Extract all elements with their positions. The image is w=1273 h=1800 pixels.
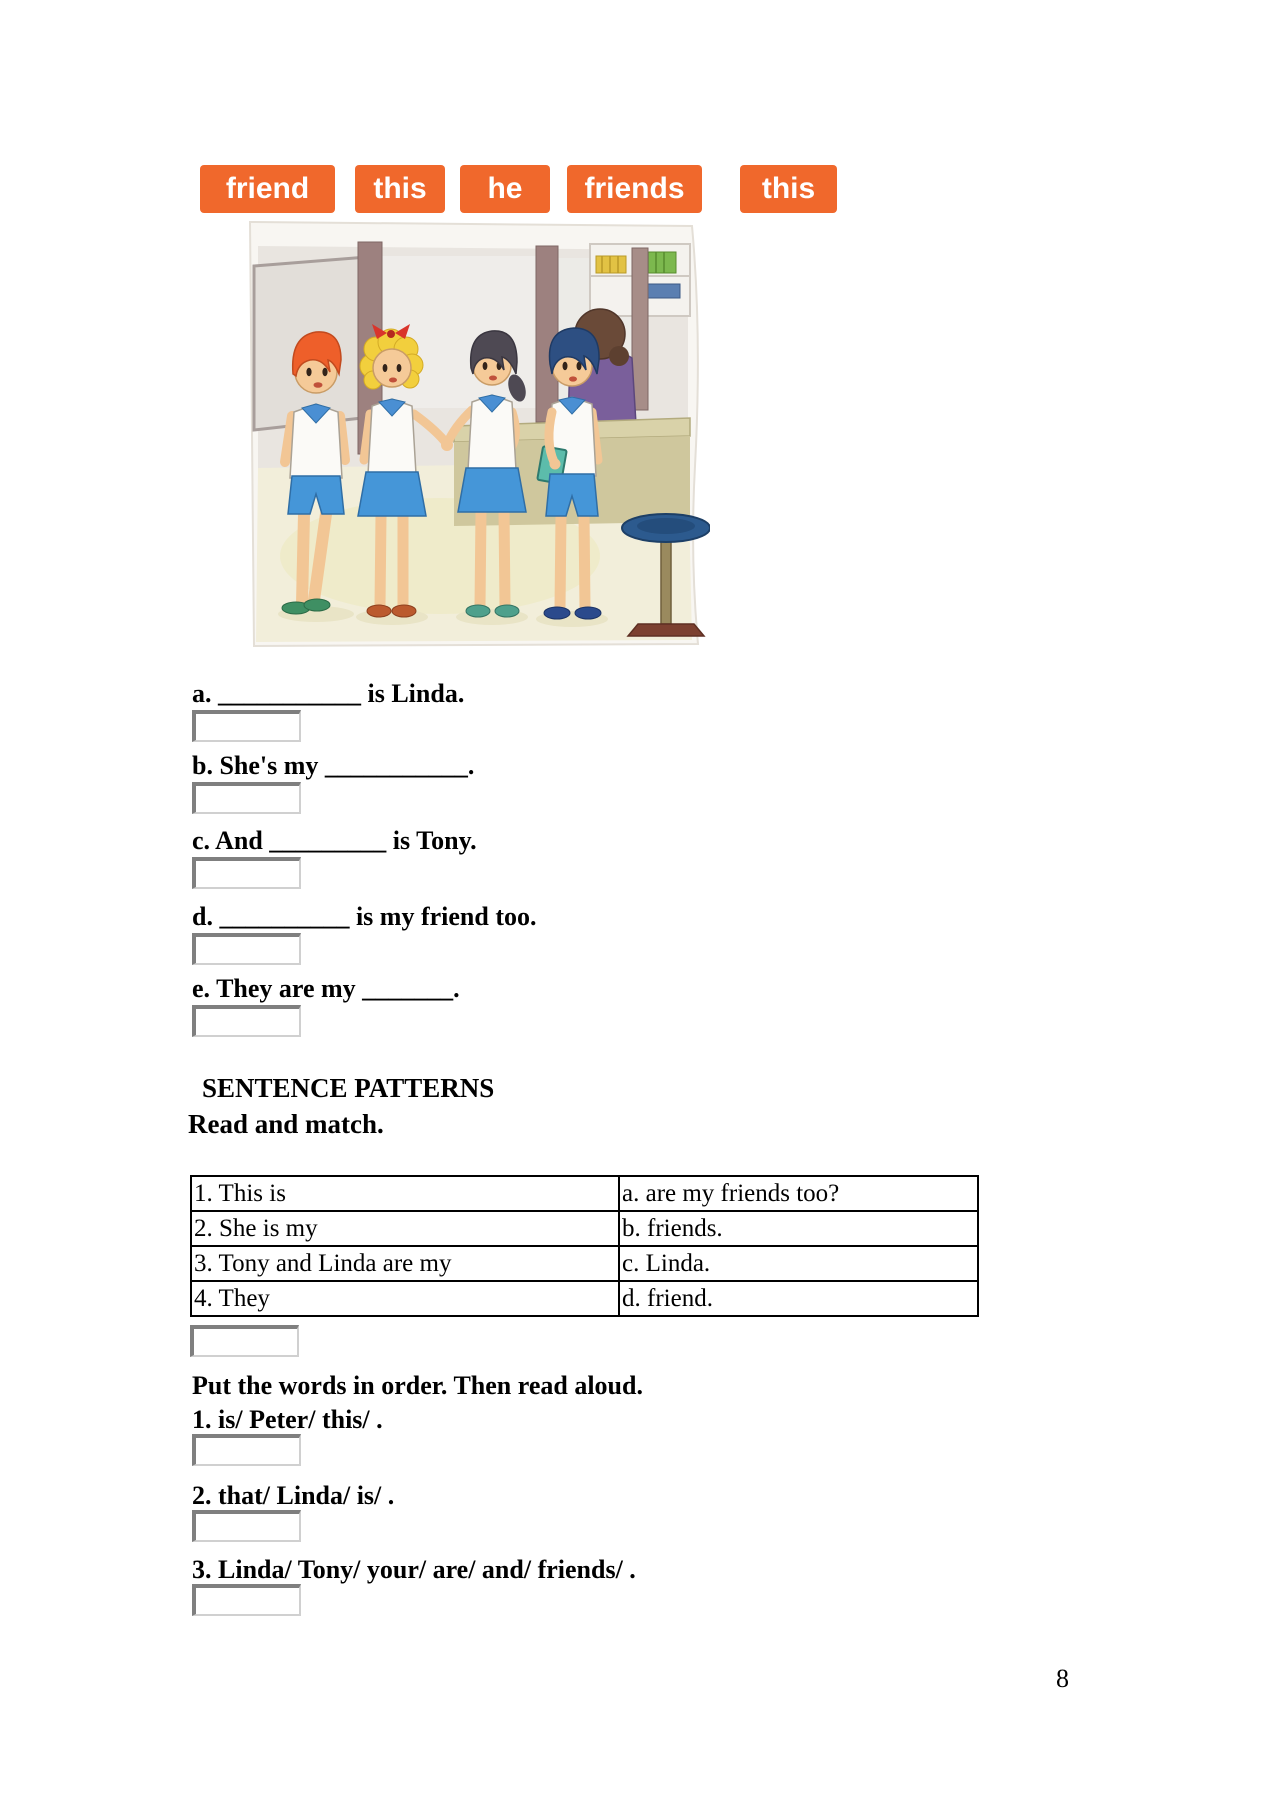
word-order-item: 1. is/ Peter/ this/ . (192, 1405, 383, 1434)
word-chip: friend (200, 165, 335, 213)
answer-input-order-1[interactable] (192, 1434, 301, 1466)
match-right-cell: c. Linda. (619, 1246, 978, 1281)
answer-input-c[interactable] (192, 857, 301, 889)
word-chip: this (740, 165, 837, 213)
match-left-cell: 4. They (191, 1281, 619, 1316)
fill-in-item (192, 903, 537, 965)
word-order-item: 3. Linda/ Tony/ your/ are/ and/ friends/ . (192, 1555, 636, 1584)
match-right-cell: b. friends. (619, 1211, 978, 1246)
answer-input-b[interactable] (192, 782, 301, 814)
table-row (191, 1246, 978, 1281)
answer-input-d[interactable] (192, 933, 301, 965)
table-row (191, 1211, 978, 1246)
fill-in-item (192, 680, 464, 742)
match-left-cell: 2. She is my (191, 1211, 619, 1246)
fill-in-item (192, 752, 474, 814)
fill-in-line: b. She's my ___________. (192, 751, 475, 780)
fill-in-line: a. ___________ is Linda. (192, 679, 465, 708)
fill-in-line: c. And _________ is Tony. (192, 826, 477, 855)
answer-input-order-2[interactable] (192, 1510, 301, 1542)
fill-in-line: e. They are my _______. (192, 974, 460, 1003)
match-right-cell: d. friend. (619, 1281, 978, 1316)
classroom-illustration-image (240, 216, 710, 650)
page-number: 8 (1056, 1664, 1069, 1693)
word-chip: this (355, 165, 445, 213)
match-left-cell: 1. This is (191, 1176, 619, 1211)
word-order-exercise (190, 1372, 1010, 1642)
word-order-instruction: Put the words in order. Then read aloud. (192, 1371, 643, 1400)
fill-in-item (192, 975, 460, 1037)
table-row (191, 1176, 978, 1211)
fill-in-item (192, 827, 477, 889)
match-table (190, 1175, 979, 1317)
fill-in-exercise (192, 680, 1012, 1045)
word-chip: friends (567, 165, 702, 213)
answer-input-match[interactable] (190, 1325, 299, 1357)
answer-input-order-3[interactable] (192, 1584, 301, 1616)
table-row (191, 1281, 978, 1316)
sentence-patterns-title: SENTENCE PATTERNS (202, 1073, 495, 1103)
classroom-illustration (240, 216, 710, 650)
answer-input-e[interactable] (192, 1005, 301, 1037)
answer-input-a[interactable] (192, 710, 301, 742)
word-bank (200, 165, 837, 213)
match-left-cell: 3. Tony and Linda are my (191, 1246, 619, 1281)
fill-in-line: d. __________ is my friend too. (192, 902, 537, 931)
read-and-match-instruction: Read and match. (188, 1109, 384, 1139)
word-chip: he (460, 165, 550, 213)
word-order-item: 2. that/ Linda/ is/ . (192, 1481, 395, 1510)
match-right-cell: a. are my friends too? (619, 1176, 978, 1211)
